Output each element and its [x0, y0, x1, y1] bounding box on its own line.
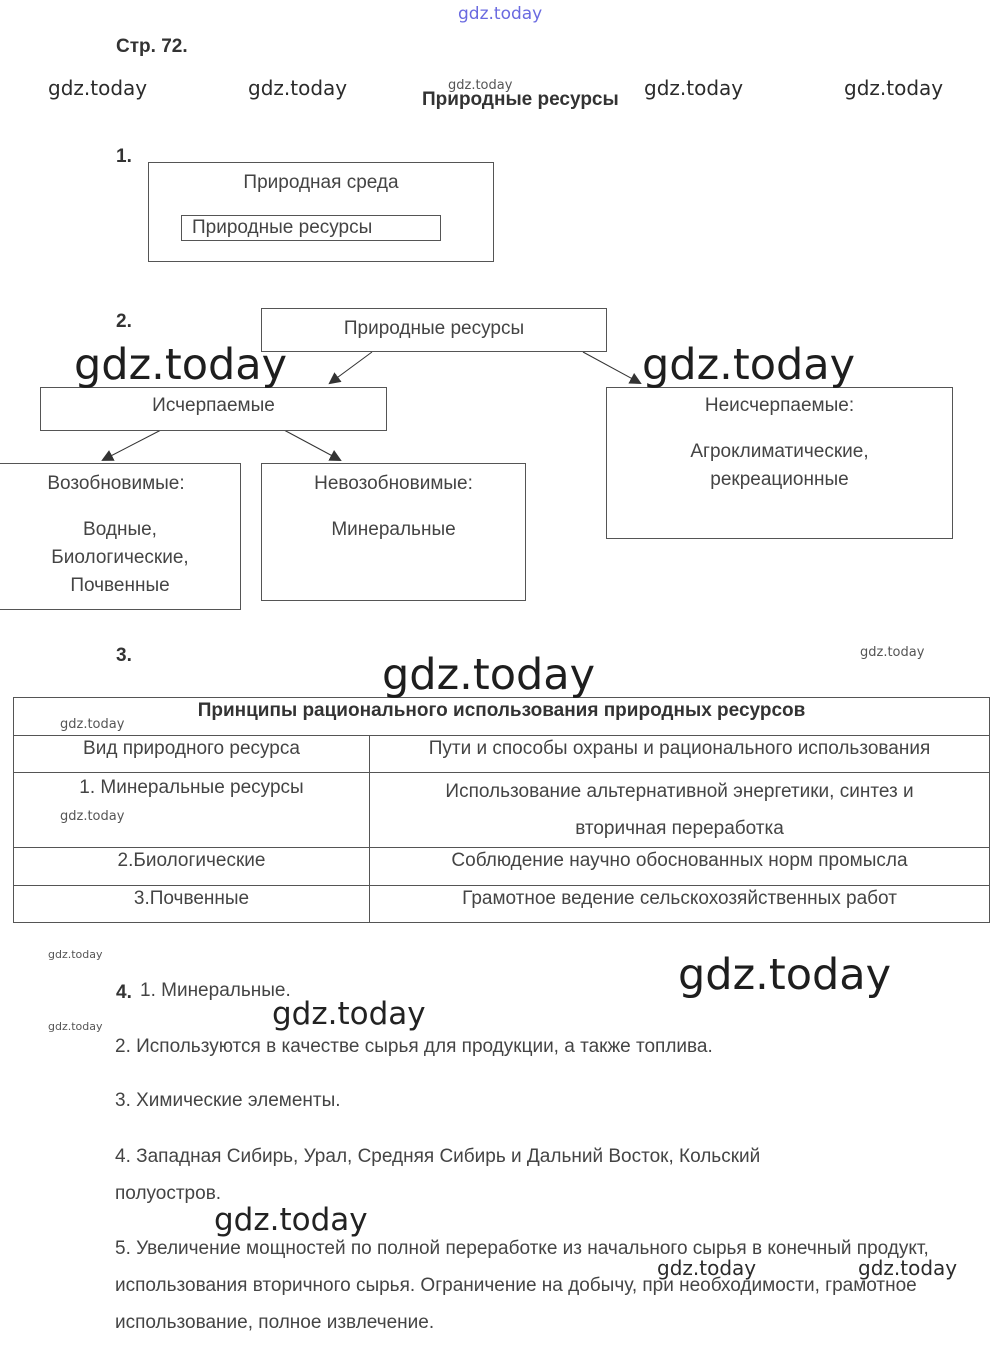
renewable-line1: Водные,: [83, 519, 157, 540]
watermark: gdz.today: [48, 948, 103, 961]
watermark: gdz.today: [858, 1256, 958, 1280]
renewable-title: Возобновимые:: [47, 473, 185, 494]
table-cell-type: 2.Биологические: [14, 848, 370, 886]
natural-resources-inner-label: Природные ресурсы: [192, 217, 373, 238]
watermark-top: gdz.today: [458, 4, 543, 24]
table-row: [14, 848, 990, 886]
table-row: [14, 773, 990, 848]
renewable-line2: Биологические,: [51, 547, 189, 568]
section-2-number: 2.: [116, 311, 132, 332]
watermark: gdz.today: [60, 717, 125, 732]
table-cell-type: 1. Минеральные ресурсы: [14, 773, 370, 848]
table-cell-method: Соблюдение научно обоснованных норм промысла: [370, 848, 990, 886]
section-3-number: 3.: [116, 645, 132, 666]
watermark: gdz.today: [48, 1020, 103, 1033]
watermark: gdz.today: [644, 76, 744, 100]
watermark: gdz.today: [382, 650, 596, 700]
nonrenewable-box: [261, 463, 526, 601]
table-row: [14, 886, 990, 923]
nonrenewable-title: Невозобновимые:: [314, 473, 473, 494]
watermark: gdz.today: [844, 76, 944, 100]
watermark: gdz.today: [48, 76, 148, 100]
table-cell-method: Грамотное ведение сельскохозяйственных работ: [370, 886, 990, 923]
inexhaustible-box: [606, 387, 953, 539]
nonrenewable-line1: Минеральные: [331, 519, 456, 540]
answer-5: 5. Увеличение мощностей по полной переработке из начального сырья в конечный продукт, использования вторичного сырья. Ограничение на добычу, при необходимости, грамотное использование, полное извлечение.: [115, 1238, 929, 1333]
arrow-to-inexhaustible: [583, 352, 640, 383]
resources-root-box: [261, 308, 607, 352]
table-cell-type: 3.Почвенные: [14, 886, 370, 923]
table-cell-method: [370, 773, 990, 848]
section-4-number: 4.: [116, 982, 132, 1003]
page-label: Стр. 72.: [116, 36, 188, 57]
watermark: gdz.today: [678, 950, 892, 1000]
page-title: Природные ресурсы: [422, 89, 619, 110]
arrow-to-renewable: [103, 430, 161, 460]
exhaustible-label: Исчерпаемые: [152, 395, 275, 416]
inexhaustible-line1: Агроклиматические,: [690, 441, 869, 462]
table-title-row: [14, 698, 990, 736]
resources-root-label: Природные ресурсы: [343, 318, 525, 339]
watermark: gdz.today: [214, 1202, 368, 1238]
watermark: gdz.today: [60, 809, 125, 824]
table-title: Принципы рационального использования природных ресурсов: [14, 698, 990, 736]
inexhaustible-title: Неисчерпаемые:: [704, 395, 855, 416]
watermark: gdz.today: [642, 340, 856, 390]
answer-2: 2. Используются в качестве сырья для продукции, а также топлива.: [115, 1036, 713, 1057]
table-header-type: Вид природного ресурса: [14, 736, 370, 773]
table-cell-method-line: вторичная переработка: [575, 818, 784, 839]
arrow-to-nonrenewable: [284, 430, 340, 460]
renewable-box: [0, 463, 241, 610]
answer-1: 1. Минеральные.: [140, 980, 291, 1001]
natural-environment-label: Природная среда: [243, 172, 399, 193]
watermark: gdz.today: [248, 76, 348, 100]
renewable-line3: Почвенные: [70, 575, 170, 596]
watermark: gdz.today: [860, 645, 925, 660]
table-cell-method-line: Использование альтернативной энергетики, синтез и: [445, 781, 914, 802]
principles-table: [13, 697, 990, 923]
watermark: gdz.today: [448, 78, 513, 93]
answer-4: 4. Западная Сибирь, Урал, Средняя Сибирь и Дальний Восток, Кольский полуостров.: [115, 1146, 761, 1204]
watermark: gdz.today: [74, 340, 288, 390]
answer-3: 3. Химические элементы.: [115, 1090, 341, 1111]
watermark: gdz.today: [272, 996, 426, 1032]
watermark: gdz.today: [657, 1256, 757, 1280]
arrow-to-exhaustible: [330, 352, 372, 383]
table-header-row: [14, 736, 990, 773]
inexhaustible-line2: рекреационные: [710, 469, 849, 490]
table-header-method: Пути и способы охраны и рационального использования: [370, 736, 990, 773]
exhaustible-box: [40, 387, 387, 431]
section-1-number: 1.: [116, 146, 132, 167]
